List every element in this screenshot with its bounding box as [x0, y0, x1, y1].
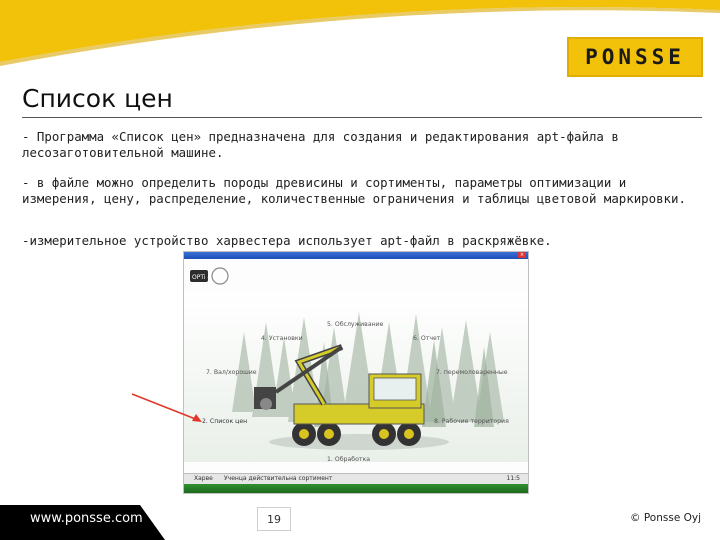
opti-logo — [190, 266, 232, 286]
footer-website-link[interactable]: www.ponsse.com — [30, 511, 143, 526]
ponsse-logo — [567, 37, 703, 77]
menu-item-settings[interactable]: 4. Установки — [261, 335, 303, 342]
app-statusbar — [184, 473, 528, 484]
page-number: 19 — [257, 507, 291, 531]
forest-illustration — [184, 292, 529, 462]
logo-text: PONSSE — [585, 45, 685, 69]
slide-title: Список цен — [22, 84, 173, 113]
menu-item-reground[interactable]: 7. перемоловаренные — [436, 369, 508, 376]
app-titlebar — [184, 252, 528, 259]
paragraph-3: -измерительное устройство харвестера использует apt-файл в раскряжёвке. — [22, 233, 552, 248]
red-arrow-icon — [128, 390, 208, 430]
menu-item-shaft[interactable]: 7. Вал/хорошие — [206, 369, 257, 376]
close-icon[interactable]: × — [519, 252, 525, 258]
menu-item-price-list[interactable]: 2. Список цен — [202, 418, 248, 425]
status-left: Харве — [194, 475, 213, 482]
copyright: © Ponsse Oyj — [630, 512, 702, 524]
app-screenshot — [183, 251, 529, 494]
status-right: 11:5 — [506, 475, 520, 482]
opti-logo-text: OPTi 4G — [192, 274, 216, 281]
menu-item-processing[interactable]: 1. Обработка — [327, 456, 371, 463]
menu-item-work-area[interactable]: 8. Рабочие территория — [434, 418, 509, 425]
menu-item-maintenance[interactable]: 5. Обслуживание — [327, 321, 384, 328]
paragraph-1: - Программа «Список цен» предназначена для создания и редактирования apt-файла в лесозаготовительной машине. — [22, 129, 619, 160]
title-divider — [22, 117, 702, 118]
menu-item-report[interactable]: 6. Отчет — [413, 335, 441, 342]
taskbar — [184, 484, 528, 493]
status-middle: Ученца действительна сортимент — [224, 475, 333, 482]
paragraph-2: - в файле можно определить породы древисины и сортименты, параметры оптимизации и измерения, цену, распределение, количественные ограничения и таблицы цветовой маркировки. — [22, 175, 686, 206]
